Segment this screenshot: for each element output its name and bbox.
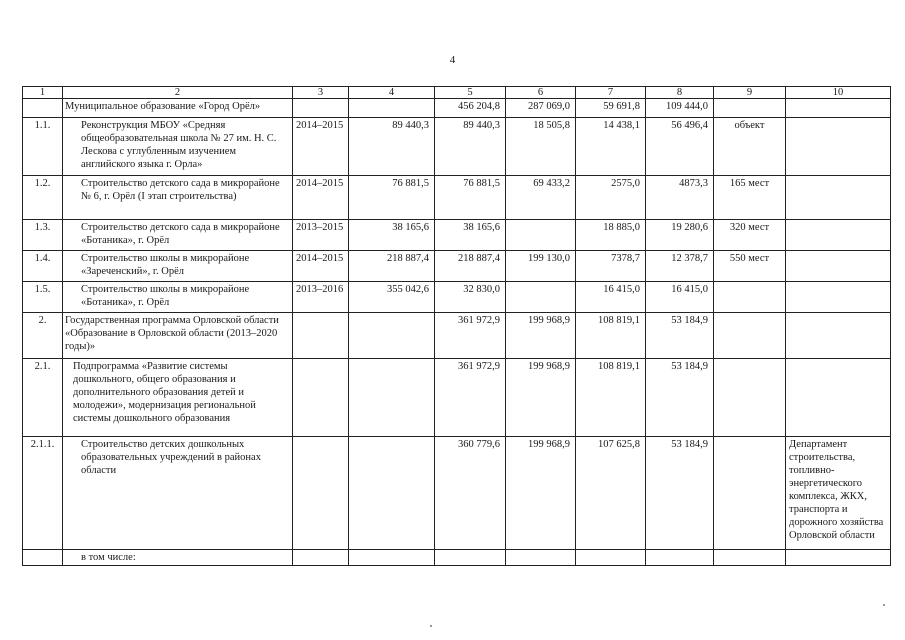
row-period: 2013–2016 [293, 282, 349, 313]
header-cell: 4 [349, 87, 435, 99]
row-total [349, 359, 435, 437]
row-col8: 19 280,6 [646, 220, 714, 251]
row-col6 [506, 550, 576, 566]
program-table [22, 86, 891, 566]
header-cell: 5 [435, 87, 506, 99]
row-total: 355 042,6 [349, 282, 435, 313]
table-row [23, 313, 891, 359]
row-name: Строительство детского сада в микрорайоне № 6, г. Орёл (I этап строительства) [63, 176, 293, 220]
row-capacity: 320 мест [714, 220, 786, 251]
row-col5: 32 830,0 [435, 282, 506, 313]
row-col5: 360 779,6 [435, 437, 506, 550]
row-capacity: объект [714, 118, 786, 176]
row-capacity [714, 313, 786, 359]
table-row [23, 176, 891, 220]
row-col8: 16 415,0 [646, 282, 714, 313]
row-capacity [714, 437, 786, 550]
row-responsible [786, 118, 891, 176]
row-capacity [714, 282, 786, 313]
row-period [293, 99, 349, 118]
row-col6: 18 505,8 [506, 118, 576, 176]
row-responsible [786, 282, 891, 313]
row-number: 2. [23, 313, 63, 359]
row-col8: 109 444,0 [646, 99, 714, 118]
row-number: 1.1. [23, 118, 63, 176]
row-name: Строительство детских дошкольных образовательных учреждений в районах области [63, 437, 293, 550]
row-total: 38 165,6 [349, 220, 435, 251]
row-period: 2014–2015 [293, 118, 349, 176]
row-capacity: 165 мест [714, 176, 786, 220]
row-col6 [506, 220, 576, 251]
row-responsible: Департамент строительства, топливно-энергетического комплекса, ЖКХ, транспорта и дорожного хозяйства Орловской области [786, 437, 891, 550]
row-col7: 59 691,8 [576, 99, 646, 118]
table-row [23, 220, 891, 251]
row-responsible [786, 251, 891, 282]
row-total [349, 550, 435, 566]
row-responsible [786, 550, 891, 566]
row-responsible [786, 220, 891, 251]
row-period [293, 437, 349, 550]
table-row [23, 550, 891, 566]
header-cell: 7 [576, 87, 646, 99]
column-numbers-row [23, 87, 891, 99]
page-number: 4 [449, 54, 456, 66]
row-name: Муниципальное образование «Город Орёл» [63, 99, 293, 118]
row-col5: 38 165,6 [435, 220, 506, 251]
row-number [23, 550, 63, 566]
row-responsible [786, 176, 891, 220]
row-number: 1.3. [23, 220, 63, 251]
row-col8: 53 184,9 [646, 437, 714, 550]
row-total [349, 313, 435, 359]
row-capacity [714, 550, 786, 566]
row-col8: 53 184,9 [646, 313, 714, 359]
header-cell: 1 [23, 87, 63, 99]
row-number: 1.4. [23, 251, 63, 282]
row-capacity [714, 359, 786, 437]
row-col7: 107 625,8 [576, 437, 646, 550]
row-col8: 53 184,9 [646, 359, 714, 437]
table-row [23, 118, 891, 176]
row-capacity [714, 99, 786, 118]
row-name: Государственная программа Орловской области «Образование в Орловской области (2013–2020 годы)» [63, 313, 293, 359]
row-col6: 199 968,9 [506, 437, 576, 550]
row-col7: 108 819,1 [576, 359, 646, 437]
row-total: 218 887,4 [349, 251, 435, 282]
row-col5: 361 972,9 [435, 359, 506, 437]
table-row [23, 437, 891, 550]
row-number: 1.5. [23, 282, 63, 313]
row-col5: 456 204,8 [435, 99, 506, 118]
header-cell: 6 [506, 87, 576, 99]
row-col6: 199 968,9 [506, 313, 576, 359]
row-name: Реконструкция МБОУ «Средняя общеобразовательная школа № 27 им. Н. С. Лескова с углубленным изучением английского языка г. Орла» [63, 118, 293, 176]
row-col7: 7378,7 [576, 251, 646, 282]
header-cell: 9 [714, 87, 786, 99]
row-col6: 69 433,2 [506, 176, 576, 220]
row-col7: 16 415,0 [576, 282, 646, 313]
row-col5: 76 881,5 [435, 176, 506, 220]
row-col8: 4873,3 [646, 176, 714, 220]
row-col8: 12 378,7 [646, 251, 714, 282]
row-col8: 56 496,4 [646, 118, 714, 176]
row-total: 76 881,5 [349, 176, 435, 220]
row-col7: 2575,0 [576, 176, 646, 220]
header-cell: 10 [786, 87, 891, 99]
row-responsible [786, 359, 891, 437]
row-period: 2013–2015 [293, 220, 349, 251]
row-number: 1.2. [23, 176, 63, 220]
scan-speck [430, 625, 432, 627]
row-number [23, 99, 63, 118]
row-period [293, 550, 349, 566]
row-col7: 108 819,1 [576, 313, 646, 359]
table-row [23, 99, 891, 118]
row-col5: 218 887,4 [435, 251, 506, 282]
header-cell: 8 [646, 87, 714, 99]
header-cell: 2 [63, 87, 293, 99]
row-name: Подпрограмма «Развитие системы дошкольного, общего образования и дополнительного образования детей и молодежи», модернизация региональной системы дошкольного образования [63, 359, 293, 437]
row-period: 2014–2015 [293, 176, 349, 220]
row-col6: 199 968,9 [506, 359, 576, 437]
row-capacity: 550 мест [714, 251, 786, 282]
row-number: 2.1. [23, 359, 63, 437]
row-total [349, 437, 435, 550]
row-total: 89 440,3 [349, 118, 435, 176]
row-col5: 89 440,3 [435, 118, 506, 176]
row-col8 [646, 550, 714, 566]
row-name: Строительство школы в микрорайоне «Ботаника», г. Орёл [63, 282, 293, 313]
row-col6: 199 130,0 [506, 251, 576, 282]
table-row [23, 251, 891, 282]
row-col7 [576, 550, 646, 566]
header-cell: 3 [293, 87, 349, 99]
row-col6 [506, 282, 576, 313]
row-period [293, 359, 349, 437]
row-col6: 287 069,0 [506, 99, 576, 118]
row-col7: 18 885,0 [576, 220, 646, 251]
scan-speck [883, 604, 885, 606]
row-name: Строительство школы в микрорайоне «Зареченский», г. Орёл [63, 251, 293, 282]
row-total [349, 99, 435, 118]
row-responsible [786, 313, 891, 359]
row-col5 [435, 550, 506, 566]
row-responsible [786, 99, 891, 118]
row-name: в том числе: [63, 550, 293, 566]
row-number: 2.1.1. [23, 437, 63, 550]
row-period [293, 313, 349, 359]
table-row [23, 282, 891, 313]
row-period: 2014–2015 [293, 251, 349, 282]
row-col7: 14 438,1 [576, 118, 646, 176]
table-row [23, 359, 891, 437]
row-name: Строительство детского сада в микрорайоне «Ботаника», г. Орёл [63, 220, 293, 251]
row-col5: 361 972,9 [435, 313, 506, 359]
